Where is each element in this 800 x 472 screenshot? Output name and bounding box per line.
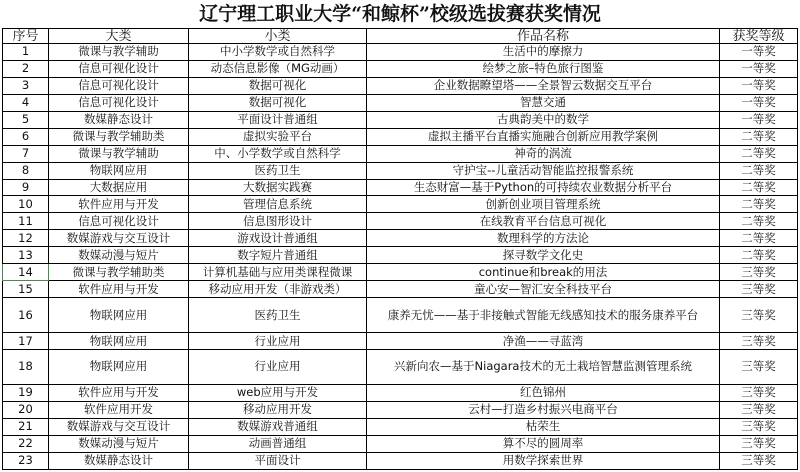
table-header-row [3,29,798,44]
cell-category[interactable]: 软件应用开发 [49,401,189,418]
cell-subcategory[interactable]: 移动应用开发（非游戏类） [189,281,367,298]
table-row [3,44,798,61]
cell-award-level[interactable]: 一等奖 [720,44,798,61]
cell-award-level[interactable]: 三等奖 [720,435,798,452]
cell-award-level[interactable]: 三等奖 [720,401,798,418]
cell-award-level[interactable]: 三等奖 [720,281,798,298]
cell-work-title[interactable]: 创新创业项目管理系统 [367,196,720,213]
cell-subcategory[interactable]: 平面设计 [189,452,367,469]
cell-work-title[interactable]: 数理科学的方法论 [367,230,720,247]
cell-index[interactable]: 14 [3,264,49,281]
cell-category[interactable]: 信息可视化设计 [49,94,189,111]
table-row [3,145,798,162]
cell-category[interactable]: 微课与教学辅助类 [49,128,189,145]
table-row [3,452,798,469]
cell-index[interactable]: 21 [3,418,49,435]
cell-index[interactable]: 1 [3,44,49,61]
table-row [3,196,798,213]
cell-award-level[interactable]: 三等奖 [720,418,798,435]
cell-work-title[interactable]: 探寻数学文化史 [367,247,720,264]
cell-index[interactable]: 11 [3,213,49,230]
cell-work-title[interactable]: 生态财富—基于Python的可持续农业数据分析平台 [367,179,720,196]
cell-index[interactable]: 2 [3,60,49,77]
cell-work-title[interactable]: 用数学探索世界 [367,452,720,469]
cell-award-level[interactable]: 一等奖 [720,60,798,77]
cell-category[interactable]: 数媒静态设计 [49,452,189,469]
cell-index[interactable]: 4 [3,94,49,111]
cell-index[interactable]: 23 [3,452,49,469]
table-row [3,281,798,298]
table-row [3,298,798,333]
cell-index[interactable]: 12 [3,230,49,247]
cell-award-level[interactable]: 三等奖 [720,298,798,333]
table-row [3,77,798,94]
cell-award-level[interactable]: 一等奖 [720,94,798,111]
page-title: 辽宁理工职业大学“和鲸杯”校级选拔赛获奖情况 [199,3,601,25]
cell-award-level[interactable]: 三等奖 [720,452,798,469]
cell-index[interactable]: 17 [3,333,49,350]
cell-category[interactable]: 数媒动漫与短片 [49,247,189,264]
cell-index[interactable]: 22 [3,435,49,452]
cell-work-title[interactable]: 古典韵美中的数学 [367,111,720,128]
cell-category[interactable]: 物联网应用 [49,298,189,333]
cell-work-title[interactable]: 在线教育平台信息可视化 [367,213,720,230]
cell-work-title[interactable]: 虚拟主播平台直播实施融合创新应用教学案例 [367,128,720,145]
cell-subcategory[interactable]: 数字短片普通组 [189,247,367,264]
cell-work-title[interactable]: 兴新向农—基于Niagara技术的无土栽培智慧监测管理系统 [367,349,720,384]
header-award-level[interactable]: 获奖等级 [720,29,798,44]
header-subcategory[interactable]: 小类 [189,29,367,44]
cell-category[interactable]: 信息可视化设计 [49,213,189,230]
table-row [3,230,798,247]
cell-work-title[interactable]: 生活中的摩擦力 [367,44,720,61]
cell-award-level[interactable]: 二等奖 [720,145,798,162]
cell-subcategory[interactable]: 游戏设计普通组 [189,230,367,247]
cell-index[interactable]: 8 [3,162,49,179]
cell-category[interactable]: 软件应用与开发 [49,281,189,298]
cell-work-title[interactable]: 守护宝--儿童活动智能监控报警系统 [367,162,720,179]
cell-work-title[interactable]: 红色锦州 [367,384,720,401]
table-row [3,264,798,281]
cell-work-title[interactable]: 智慧交通 [367,94,720,111]
cell-index[interactable]: 18 [3,349,49,384]
cell-award-level[interactable]: 二等奖 [720,179,798,196]
cell-subcategory[interactable]: 数据可视化 [189,77,367,94]
table-row [3,401,798,418]
cell-subcategory[interactable]: 数据可视化 [189,94,367,111]
cell-subcategory[interactable]: 信息图形设计 [189,213,367,230]
cell-category[interactable]: 数媒静态设计 [49,111,189,128]
cell-work-title[interactable]: 净渔——寻蓝湾 [367,333,720,350]
cell-work-title[interactable]: 童心安—智汇安全科技平台 [367,281,720,298]
cell-award-level[interactable]: 二等奖 [720,230,798,247]
cell-index[interactable]: 5 [3,111,49,128]
cell-work-title[interactable]: 企业数据瞭望塔——全景智云数据交互平台 [367,77,720,94]
cell-subcategory[interactable]: 动画普通组 [189,435,367,452]
table-row [3,162,798,179]
cell-work-title[interactable]: 算不尽的圆周率 [367,435,720,452]
cell-award-level[interactable]: 三等奖 [720,333,798,350]
cell-subcategory[interactable]: 行业应用 [189,333,367,350]
cell-category[interactable]: 物联网应用 [49,333,189,350]
cell-subcategory[interactable]: 管理信息系统 [189,196,367,213]
table-row [3,213,798,230]
cell-work-title[interactable]: 枯荣生 [367,418,720,435]
cell-award-level[interactable]: 二等奖 [720,213,798,230]
cell-work-title[interactable]: continue和break的用法 [367,264,720,281]
cell-category[interactable]: 信息可视化设计 [49,60,189,77]
header-index[interactable]: 序号 [3,29,49,44]
cell-index[interactable]: 19 [3,384,49,401]
cell-index[interactable]: 6 [3,128,49,145]
cell-subcategory[interactable]: 平面设计普通组 [189,111,367,128]
cell-subcategory[interactable]: 医药卫生 [189,298,367,333]
table-row [3,333,798,350]
cell-category[interactable]: 物联网应用 [49,349,189,384]
cell-category[interactable]: 微课与教学辅助 [49,145,189,162]
table-row [3,384,798,401]
table-row [3,128,798,145]
cell-category[interactable]: 数媒游戏与交互设计 [49,230,189,247]
cell-category[interactable]: 软件应用与开发 [49,384,189,401]
cell-award-level[interactable]: 二等奖 [720,162,798,179]
table-row [3,60,798,77]
table-row [3,111,798,128]
cell-index[interactable]: 15 [3,281,49,298]
cell-index[interactable]: 16 [3,298,49,333]
cell-subcategory[interactable]: 移动应用开发 [189,401,367,418]
cell-index[interactable]: 13 [3,247,49,264]
cell-work-title[interactable]: 神奇的涡流 [367,145,720,162]
cell-award-level[interactable]: 二等奖 [720,247,798,264]
cell-work-title[interactable]: 绘梦之旅–特色旅行图鉴 [367,60,720,77]
cell-subcategory[interactable]: 行业应用 [189,349,367,384]
cell-subcategory[interactable]: 中、小学数学或自然科学 [189,145,367,162]
cell-work-title[interactable]: 康养无忧——基于非接触式智能无线感知技术的服务康养平台 [367,298,720,333]
table-row [3,418,798,435]
cell-category[interactable]: 大数据应用 [49,179,189,196]
cell-category[interactable]: 微课与教学辅助 [49,44,189,61]
table-row [3,247,798,264]
cell-subcategory[interactable]: 动态信息影像（MG动画） [189,60,367,77]
table-row [3,179,798,196]
cell-category[interactable]: 微课与教学辅助类 [49,264,189,281]
cell-award-level[interactable]: 二等奖 [720,128,798,145]
cell-award-level[interactable]: 一等奖 [720,77,798,94]
cell-work-title[interactable]: 云村—打造乡村振兴电商平台 [367,401,720,418]
cell-index[interactable]: 10 [3,196,49,213]
cell-category[interactable]: 数媒动漫与短片 [49,435,189,452]
cell-subcategory[interactable]: 虚拟实验平台 [189,128,367,145]
cell-subcategory[interactable]: 大数据实践赛 [189,179,367,196]
cell-subcategory[interactable]: 数媒游戏普通组 [189,418,367,435]
cell-category[interactable]: 物联网应用 [49,162,189,179]
cell-subcategory[interactable]: web应用与开发 [189,384,367,401]
table-row [3,435,798,452]
cell-award-level[interactable]: 二等奖 [720,196,798,213]
cell-category[interactable]: 软件应用与开发 [49,196,189,213]
cell-subcategory[interactable]: 医药卫生 [189,162,367,179]
cell-category[interactable]: 信息可视化设计 [49,77,189,94]
cell-award-level[interactable]: 三等奖 [720,349,798,384]
cell-subcategory[interactable]: 计算机基础与应用类课程微课 [189,264,367,281]
header-work-title[interactable]: 作品名称 [367,29,720,44]
cell-index[interactable]: 7 [3,145,49,162]
table-row [3,94,798,111]
header-category[interactable]: 大类 [49,29,189,44]
awards-table [2,28,798,470]
cell-index[interactable]: 3 [3,77,49,94]
cell-award-level[interactable]: 一等奖 [720,111,798,128]
table-row [3,349,798,384]
cell-award-level[interactable]: 三等奖 [720,264,798,281]
cell-award-level[interactable]: 三等奖 [720,384,798,401]
cell-subcategory[interactable]: 中小学数学或自然科学 [189,44,367,61]
cell-index[interactable]: 9 [3,179,49,196]
cell-category[interactable]: 数媒游戏与交互设计 [49,418,189,435]
cell-index[interactable]: 20 [3,401,49,418]
